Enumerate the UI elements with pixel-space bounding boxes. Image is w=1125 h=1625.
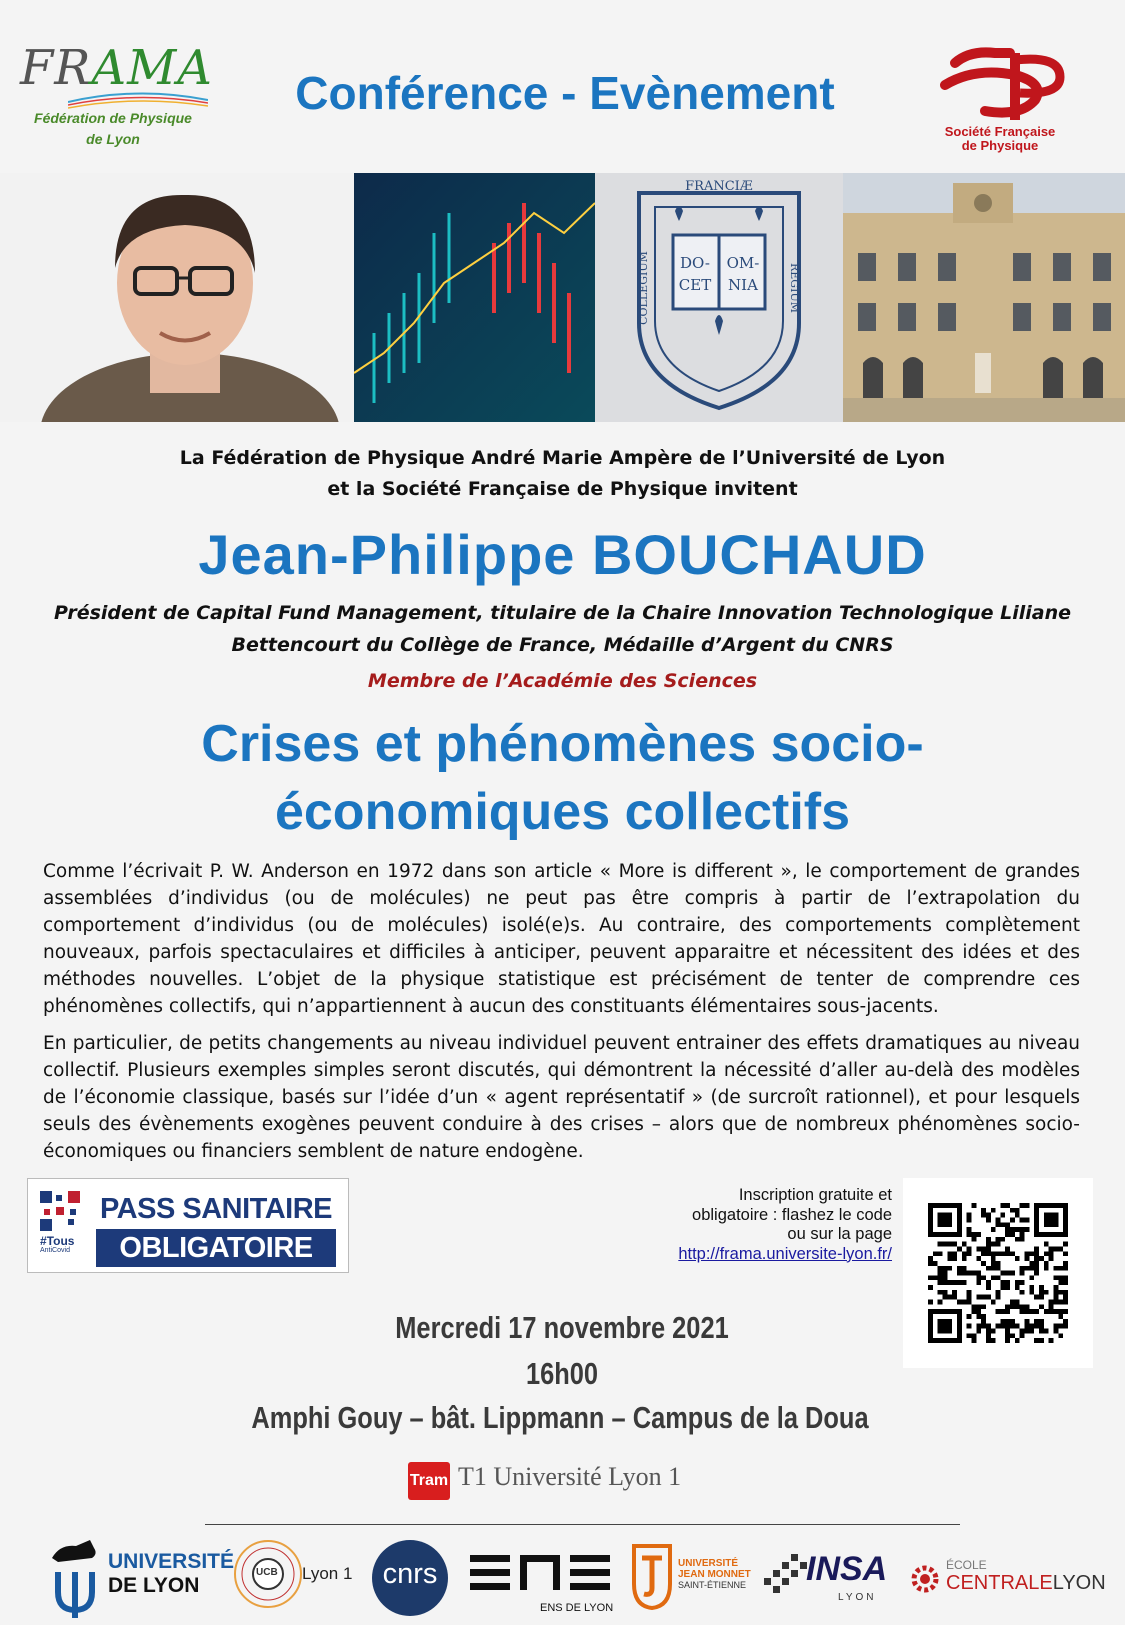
tram-icon: Tram bbox=[408, 1462, 450, 1500]
speaker-portrait bbox=[0, 173, 354, 422]
registration-qr-code[interactable] bbox=[903, 1178, 1093, 1368]
lyon1-logo: UCB Lyon 1 bbox=[232, 1530, 357, 1620]
frama-subtitle: Fédération de Physique de Lyon bbox=[34, 110, 192, 147]
centrale-lyon-logo: ÉCOLE CENTRALELYON bbox=[908, 1530, 1108, 1620]
cnrs-logo: cnrs bbox=[372, 1530, 452, 1620]
pass-line-1: PASS SANITAIRE bbox=[99, 1193, 332, 1225]
sfp-subtitle: Société Française de Physique bbox=[944, 124, 1056, 153]
universite-de-lyon-logo: UNIVERSITÉ DE LYON bbox=[50, 1530, 225, 1620]
event-time: 16h00 bbox=[525, 1356, 599, 1391]
speaker-name: Jean-Philippe BOUCHAUD bbox=[198, 523, 927, 586]
seal-left-text: COLLEGIUM bbox=[637, 251, 650, 325]
lion-icon bbox=[50, 1530, 100, 1620]
frama-wordmark: FRAMA bbox=[20, 40, 213, 96]
college-building-photo bbox=[843, 173, 1125, 422]
speaker-affiliation: Président de Capital Fund Management, titulaire de la Chaire Innovation Technologique Liliane Bettencourt du Collège de France, Médaille d’Argent du CNRS bbox=[53, 602, 1072, 656]
event-location: Amphi Gouy – bât. Lippmann – Campus de la Doua bbox=[251, 1400, 869, 1435]
registration-info: Inscription gratuite et obligatoire : flashez le code ou sur la page http://frama.universite-lyon.fr/ bbox=[678, 1186, 892, 1263]
seal-book-r1: OM- bbox=[726, 254, 760, 272]
talk-title: Crises et phénomènes socio- économiques collectifs bbox=[201, 715, 924, 841]
registration-link[interactable]: http://frama.universite-lyon.fr/ bbox=[678, 1244, 892, 1263]
ens-wordmark-icon bbox=[470, 1555, 615, 1595]
pass-sanitaire-banner bbox=[27, 1178, 349, 1273]
pass-hashtag: #Tous bbox=[40, 1234, 75, 1248]
abstract bbox=[43, 858, 1080, 1165]
pass-line-2: OBLIGATOIRE bbox=[96, 1229, 336, 1267]
footer-divider bbox=[205, 1524, 960, 1525]
pass-hashtag-sub: AntiCovid bbox=[40, 1247, 70, 1254]
image-strip bbox=[0, 173, 1125, 422]
sfp-emblem-icon bbox=[915, 45, 1085, 125]
abstract-paragraph-1: Comme l’écrivait P. W. Anderson en 1972 dans son article « More is different », le comportement de grandes assemblées d’individus (ou de molécules) ne peut pas être compris à partir de l’extrapolation du comportement d’individus (ou de molécules) isolé(e)s. Au contraire, des comportements complètement nouveaux, parfois spectaculaires et difficiles à anticiper, peuvent apparaitre et nécessitent des idées et des méthodes nouvelles. L’objet de la physique statistique est précisément de tenter de comprendre ces phénomènes collectifs, qui n’appartiennent à aucun des constituants élémentaires sous-jacents. bbox=[43, 861, 1080, 1017]
tram-stop: T1 Université Lyon 1 bbox=[458, 1462, 682, 1491]
seal-top-text: FRANCIÆ bbox=[685, 179, 753, 194]
frama-logo bbox=[18, 40, 213, 150]
centrale-gear-icon bbox=[908, 1562, 942, 1596]
academy-membership: Membre de l’Académie des Sciences bbox=[367, 670, 758, 692]
event-title: Conférence - Evènement bbox=[295, 67, 835, 119]
financial-chart-image bbox=[354, 173, 595, 422]
ujm-logo: UNIVERSITÉ JEAN MONNET SAINT-ÉTIENNE bbox=[632, 1530, 762, 1620]
college-de-france-seal bbox=[595, 173, 843, 422]
invitation-text: La Fédération de Physique André Marie Ampère de l’Université de Lyon et la Société Française de Physique invitent bbox=[179, 447, 946, 500]
abstract-paragraph-2: En particulier, de petits changements au niveau individuel peuvent entrainer des effets dramatiques au niveau collectif. Plusieurs exemples simples seront discutés, qui démontrent la nécessité d’aller au-delà des modèles de l’économie classique, basés sur l’idée d’un « agent représentatif » (de surcroît rationnel), et pour lesquels seuls des évènements exogènes peuvent conduire à des crises – alors que de nombreux phénomènes socio-économiques ou financiers semblent de nature endogène. bbox=[43, 1033, 1080, 1162]
insa-pixel-icon bbox=[762, 1548, 812, 1598]
seal-right-text: REGIUM bbox=[788, 263, 801, 313]
ens-lyon-logo: ENS DE LYON bbox=[470, 1530, 620, 1620]
insa-lyon-logo: INSA LYON bbox=[762, 1530, 892, 1620]
qr-code-icon bbox=[928, 1203, 1068, 1343]
seal-book-l2: CET bbox=[678, 276, 712, 294]
frama-swoosh-icon bbox=[68, 90, 208, 110]
event-date: Mercredi 17 novembre 2021 bbox=[395, 1310, 729, 1345]
ujm-shield-icon bbox=[632, 1544, 672, 1610]
seal-book-l1: DO- bbox=[680, 254, 710, 272]
sfp-logo bbox=[915, 45, 1085, 160]
seal-book-r2: NIA bbox=[728, 276, 758, 294]
qr-code-icon bbox=[40, 1191, 80, 1231]
